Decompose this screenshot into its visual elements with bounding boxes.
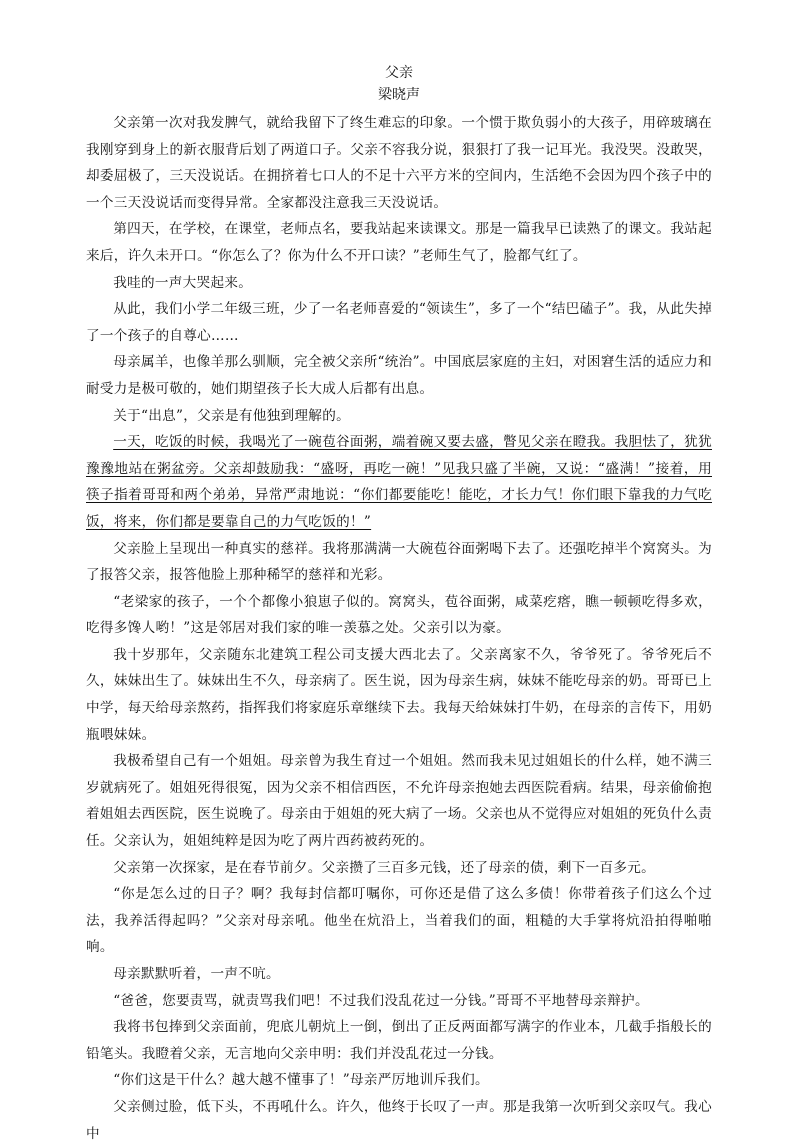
paragraph-text: 母亲默默听着，一声不吭。 [113, 966, 280, 982]
paragraph [86, 110, 712, 216]
paragraph-text: “爸爸，您要责骂，就责骂我们吧！不过我们没乱花过一分钱。”哥哥不平地替母亲辩护。 [113, 992, 649, 1009]
paragraph-text: 父亲脸上呈现出一种真实的慈祥。我将那满满一大碗苞谷面粥喝下去了。还强吃掉半个窝窝头。为了报答父亲，报答他脸上那种稀罕的慈祥和光彩。 [86, 540, 712, 584]
paragraph [86, 270, 712, 297]
paragraph-text: 我十岁那年，父亲随东北建筑工程公司支援大西北去了。父亲离家不久，爷爷死了。爷爷死后不久，妹妹出生了。妹妹出生不久，母亲病了。医生说，因为母亲生病，妹妹不能吃母亲的奶。哥哥已上中学，每天给母亲熬药，指挥我们将家庭乐章继续下去。我每天给妹妹打牛奶，在母亲的言传下，用奶瓶喂妹妹。 [86, 646, 712, 743]
paragraph-text: 我极希望自己有一个姐姐。母亲曾为我生育过一个姐姐。然而我未见过姐姐长的什么样，她不满三岁就病死了。姐姐死得很冤，因为父亲不相信西医，不允许母亲抱她去西医院看病。结果，母亲偷偷抱着姐姐去西医院，医生说晚了。母亲由于姐姐的死大病了一场。父亲也从不觉得应对姐姐的死负什么责任。父亲认为，姐姐纯粹是因为吃了两片西药被药死的。 [86, 753, 712, 850]
paragraph [86, 881, 712, 961]
paragraph [86, 855, 712, 882]
paragraph-text: 母亲属羊，也像羊那么驯顺，完全被父亲所“统治”。中国底层家庭的主妇，对困窘生活的适应力和耐受力是极可敬的，她们期望孩子长大成人后都有出息。 [86, 354, 712, 397]
paragraph [86, 748, 712, 854]
article-body [86, 110, 712, 1147]
paragraph-text: 从此，我们小学二年级三班，少了一名老师喜爱的“领读生”，多了一个“结巴磕子”。我，从此失掉了一个孩子的自尊心…… [86, 301, 712, 344]
paragraph [86, 349, 712, 402]
article-title: 父亲 [385, 65, 413, 81]
paragraph [86, 296, 712, 349]
paragraph-text: “老梁家的孩子，一个个都像小狼崽子似的。窝窝头，苞谷面粥，咸菜疙瘩，瞧一顿顿吃得多欢，吃得多馋人哟！”这是邻居对我们家的唯一羡慕之处。父亲引以为豪。 [86, 593, 712, 637]
paragraph [86, 403, 712, 430]
paragraph [86, 536, 712, 589]
paragraph-text: 父亲第一次对我发脾气，就给我留下了终生难忘的印象。一个惯于欺负弱小的大孩子，用碎玻璃在我刚穿到身上的新衣服背后划了两道口子。父亲不容我分说，狠狠打了我一记耳光。我没哭。没敢哭，却委屈极了，三天没说话。在拥挤着七口人的不足十六平方米的空间内，生活绝不会因为四个孩子中的一个三天没说话而变得异常。全家都没注意我三天没说话。 [86, 115, 712, 211]
paragraph [86, 961, 712, 988]
paragraph-text: “你们这是干什么？越大越不懂事了！”母亲严厉地训斥我们。 [113, 1072, 489, 1089]
paragraph [86, 1067, 712, 1094]
paragraph-text: 第四天，在学校，在课堂，老师点名，要我站起来读课文。那是一篇我早已读熟了的课文。我站起来后，许久未开口。“你怎么了？你为什么不开口读？”老师生气了，脸都气红了。 [86, 221, 712, 264]
paragraph [86, 589, 712, 642]
paragraph [86, 429, 712, 535]
paragraph [86, 988, 712, 1015]
paragraph-text: 父亲第一次探家，是在春节前夕。父亲攒了三百多元钱，还了母亲的债，剩下一百多元。 [113, 859, 656, 876]
article-author: 梁晓声 [378, 87, 420, 103]
paragraph [86, 1014, 712, 1067]
paragraph [86, 216, 712, 269]
paragraph-text: 关于“出息”，父亲是有他独到理解的。 [113, 407, 350, 424]
paragraph-text: 我哇的一声大哭起来。 [113, 274, 253, 291]
paragraph-text: 我将书包捧到父亲面前，兜底儿朝炕上一倒，倒出了正反两面都写满字的作业本，几截手指般长的铅笔头。我瞪着父亲，无言地向父亲申明：我们并没乱花过一分钱。 [86, 1019, 712, 1062]
paragraph-text: 一天，吃饭的时候，我喝光了一碗苞谷面粥，端着碗又要去盛，瞥见父亲在瞪我。我胆怯了，犹犹豫豫地站在粥盆旁。父亲却鼓励我：“盛呀，再吃一碗！”见我只盛了半碗，又说：“盛满！”接着，用筷子指着哥哥和两个弟弟，异常严肃地说：“你们都要能吃！能吃，才长力气！你们眼下靠我的力气吃饭，将来，你们都是要靠自己的力气吃饭的！” [86, 434, 712, 530]
paragraph-text: “你是怎么过的日子？啊？我每封信都叮嘱你，可你还是借了这么多债！你带着孩子们这么个过法，我养活得起吗？”父亲对母亲吼。他坐在炕沿上，当着我们的面，粗糙的大手掌将炕沿拍得啪啪响。 [86, 886, 712, 956]
paragraph-text: 父亲侧过脸，低下头，不再吼什么。许久，他终于长叹了一声。那是我第一次听到父亲叹气。我心中 [86, 1098, 712, 1142]
paragraph [86, 642, 712, 748]
paragraph [86, 1094, 712, 1147]
